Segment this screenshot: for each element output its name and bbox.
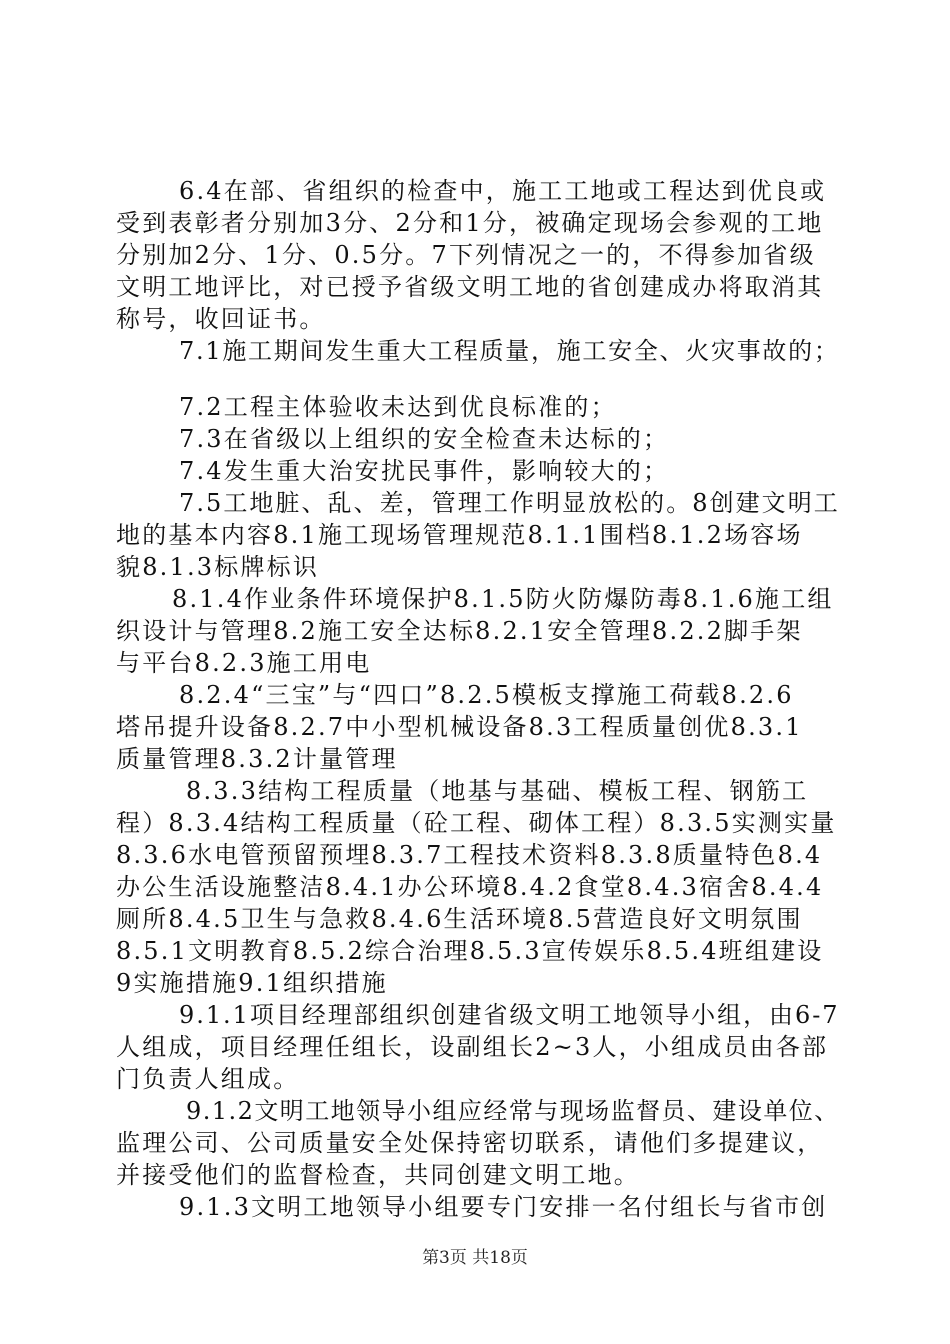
text-line-14: 织设计与管理8.2施工安全达标8.2.1安全管理8.2.2脚手架: [116, 617, 803, 645]
text-line-26: 9.1.1项目经理部组织创建省级文明工地领导小组，由6-7: [179, 1001, 840, 1029]
text-line-29: 9.1.2文明工地领导小组应经常与现场监督员、建设单位、: [186, 1097, 840, 1125]
text-line-8: 7.3在省级以上组织的安全检查未达标的；: [179, 425, 670, 453]
text-line-13: 8.1.4作业条件环境保护8.1.5防火防爆防毒8.1.6施工组: [172, 585, 834, 613]
text-line-27: 人组成，项目经理任组长，设副组长2~3人，小组成员由各部: [116, 1033, 829, 1061]
text-line-20: 程）8.3.4结构工程质量（砼工程、砌体工程）8.3.5实测实量: [116, 809, 837, 837]
text-line-18: 质量管理8.3.2计量管理: [116, 745, 398, 773]
text-line-15: 与平台8.2.3施工用电: [116, 649, 372, 677]
text-line-9: 7.4发生重大治安扰民事件，影响较大的；: [179, 457, 670, 485]
text-line-5: 称号，收回证书。: [116, 305, 326, 333]
text-line-23: 厕所8.4.5卫生与急救8.4.6生活环境8.5营造良好文明氛围: [116, 905, 803, 933]
text-line-6: 7.1施工期间发生重大工程质量，施工安全、火灾事故的；: [179, 337, 840, 365]
text-line-16: 8.2.4“三宝”与“四口”8.2.5模板支撑施工荷载8.2.6: [179, 681, 794, 709]
text-line-3: 分别加2分、1分、0.5分。7下列情况之一的，不得参加省级: [116, 241, 816, 269]
text-line-19: 8.3.3结构工程质量（地基与基础、模板工程、钢筋工: [186, 777, 809, 805]
text-line-30: 监理公司、公司质量安全处保持密切联系，请他们多提建议，: [116, 1129, 824, 1157]
text-line-32: 9.1.3文明工地领导小组要专门安排一名付组长与省市创: [179, 1193, 828, 1221]
text-line-17: 塔吊提升设备8.2.7中小型机械设备8.3工程质量创优8.3.1: [116, 713, 803, 741]
text-line-10: 7.5工地脏、乱、差，管理工作明显放松的。8创建文明工: [179, 489, 840, 517]
text-line-22: 办公生活设施整洁8.4.1办公环境8.4.2食堂8.4.3宿舍8.4.4: [116, 873, 824, 901]
text-line-7: 7.2工程主体验收未达到优良标准的；: [179, 393, 617, 421]
text-line-21: 8.3.6水电管预留预埋8.3.7工程技术资料8.3.8质量特色8.4: [116, 841, 823, 869]
text-line-25: 9实施措施9.1组织措施: [116, 969, 388, 997]
text-line-1: 6.4在部、省组织的检查中，施工工地或工程达到优良或: [179, 177, 827, 205]
page-footer: 第3页 共18页: [422, 1248, 528, 1268]
text-line-24: 8.5.1文明教育8.5.2综合治理8.5.3宣传娱乐8.5.4班组建设: [116, 937, 824, 965]
text-line-31: 并接受他们的监督检查，共同创建文明工地。: [116, 1161, 640, 1189]
text-line-4: 文明工地评比，对已授予省级文明工地的省创建成办将取消其: [116, 273, 824, 301]
text-line-12: 貌8.1.3标牌标识: [116, 553, 320, 581]
text-line-2: 受到表彰者分别加3分、2分和1分，被确定现场会参观的工地: [116, 209, 824, 237]
text-line-11: 地的基本内容8.1施工现场管理规范8.1.1围档8.1.2场容场: [116, 521, 803, 549]
text-line-28: 门负责人组成。: [116, 1065, 300, 1093]
